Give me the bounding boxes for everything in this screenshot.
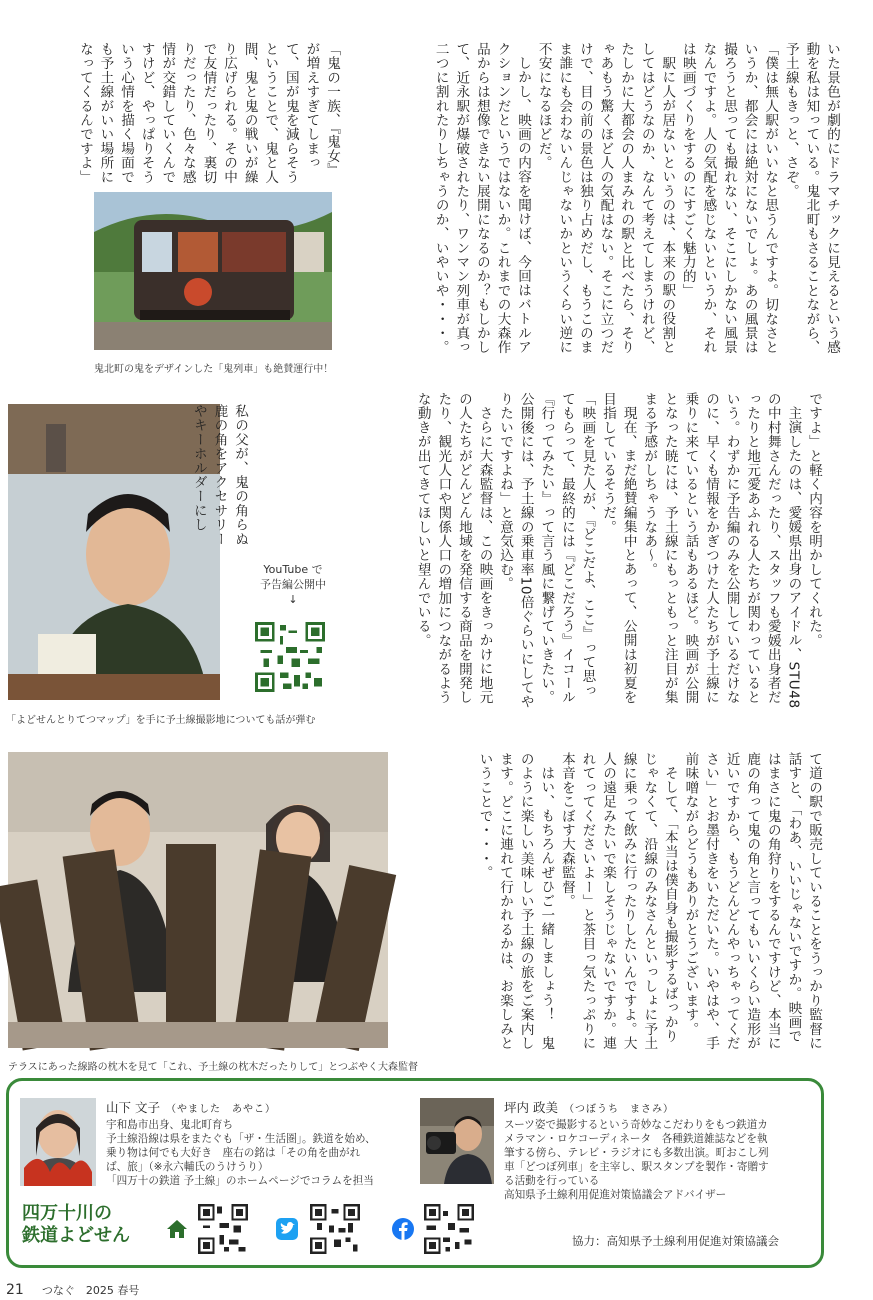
article-paragraph: はい、もちろんぜひご一緒しましょう！ 鬼のように楽しい美味しい予土線の旅をご案内します。どこに連れて行かれるかは、お楽しみということで・・・。 xyxy=(476,752,555,1051)
brand-line2: 鉄道よどせん xyxy=(22,1225,130,1246)
brand-title xyxy=(22,1203,152,1247)
article-paragraph: さらに大森監督は、この映画をきっかけに地元の人たちがどんどん地域を発信する商品を開発したり、観光人口や関係人口の増加につながるような動きが出てきてほしいと望んでいる。 xyxy=(414,392,493,705)
yamashita-bio-line: 「四万十の鉄道 予土線」のホームページでコラムを担当 xyxy=(106,1175,374,1187)
youtube-qr-code[interactable] xyxy=(255,622,325,692)
train-photo-caption: 鬼北町の鬼をデザインした「鬼列車」も絶賛運行中！ xyxy=(94,364,334,375)
yamashita-bio-line: ば、旅」（※永六輔氏のうけうり） xyxy=(106,1161,269,1173)
cooperation-credit: 協力：高知県予土線利用促進対策協議会 xyxy=(572,1234,779,1248)
article-column-middle xyxy=(252,392,824,710)
twitter-qr-code[interactable] xyxy=(310,1204,360,1254)
article-paragraph: 「僕は無人駅がいいなと思うんですよ。切なさというか、都会には絶対にないでしょ。あの風景は撮ろうと思っても撮れない、そこにしかない風景なんですよ。人の気配を感じないというか、それは映画づくりをするのにすごく魅力的」 xyxy=(679,42,779,355)
twitter-icon[interactable] xyxy=(276,1218,298,1240)
youtube-line1: YouTube で xyxy=(263,563,323,576)
terrace-photo xyxy=(8,752,388,1048)
train-photo xyxy=(94,192,332,350)
home-icon[interactable] xyxy=(166,1218,188,1240)
yamashita-bio-line: 宇和島市出身、鬼北町育ち xyxy=(106,1119,234,1131)
youtube-trailer-note xyxy=(248,562,338,607)
article-paragraph: 駅に人が居ないというのは、本来の駅の役割としてはどうなのか、なんて考えてしまうけれど、たしかに大都会の人まみれの駅と比べたら、そりゃあもう驚くほど人の気配はない。そこに立つだけで、目の前の景色は独り占めだし、もうこのまま誰にも会わないんじゃないかというくらい逆に不安になるほどだ。 xyxy=(535,42,676,355)
brand-line1: 四万十川の xyxy=(22,1203,112,1224)
page-number: 21 xyxy=(6,1282,24,1298)
tsubouchi-name xyxy=(504,1098,674,1116)
home-qr-code[interactable] xyxy=(198,1204,248,1254)
article-paragraph: 私の父が、鬼の角らぬ鹿の角をアクセサリーやキーホルダーにし xyxy=(190,404,248,546)
youtube-line2: 予告編公開中 xyxy=(260,578,326,591)
terrace-photo-caption: テラスにあった線路の枕木を見て「これ、予土線の枕木だったりして」とつぶやく大森監督 xyxy=(8,1062,418,1073)
article-paragraph: 「映画を見た人が、『どこだよ、ここ』って思ってもらって、最終的には『どこだろう』イコール『行ってみたい』って言う風に繋げていきたい。公開後には、予土線の乗車率10倍ぐらいにしてやりたいですよね」と意気込む。 xyxy=(497,392,596,709)
article-paragraph: いた景色が劇的にドラマチックに見えるという感動を私は知っている。鬼北町もさることながら、予土線もきっと、さぞ。 xyxy=(782,42,840,355)
yamashita-name-text: 山下 文子 xyxy=(106,1100,160,1115)
yamashita-bio-line: 予土線沿線は県をまたぐも「ザ・生活圏」。鉄道を始め、 xyxy=(106,1133,376,1145)
article-column-top-left xyxy=(6,42,342,187)
article-column-bottom xyxy=(400,752,824,1052)
article-paragraph: そして、「本当は僕自身も撮影するばっかりじゃなくて、沿線のみなさんといっしょに予土線に乗って飲みに行ったりしたいんですよ。大人の遠足みたいで楽しそうじゃないですか。連れてってくださいよー」と茶目っ気たっぷりに本音をこぼす大森監督。 xyxy=(558,752,678,1051)
article-paragraph: ですよ」と軽く内容を明かしてくれた。 xyxy=(806,392,822,648)
article-paragraph: しかし、映画の内容を聞けば、今回はバトルアクションだというではないか。これまでの大森作品からは想像できない展開になるのか？もしかして、近永駅が爆破されたり、ワンマン列車が真っ二つに割れたりしちゃうのか、いやいや・・・。 xyxy=(432,42,532,355)
down-arrow-icon: ↓ xyxy=(288,593,298,606)
article-column-top xyxy=(342,42,842,358)
director-photo-caption: 「よどせんとりてつマップ」を手に予土線撮影地についても話が弾む xyxy=(6,715,316,726)
tsubouchi-name-text: 坪内 政美 xyxy=(504,1100,558,1115)
article-paragraph: 主演したのは、愛媛県出身のアイドル、STU48の中村舞さんだったり、スタッフも愛媛出身者だったりと地元愛あふれる人たちが関わっているという。わずかに予告編のみを公開しているだけなのに、早くも情報をかぎつけた人たちが予土線に乗りに来ているという話もあるほど。映画が公開となった暁には、予土線にもっともっと注目が集まる予感がしちゃうなあ〜。 xyxy=(641,392,802,709)
yamashita-bio-line: 乗り物は何でも大好き 座右の銘は「その角を曲がれ xyxy=(106,1147,361,1159)
facebook-qr-code[interactable] xyxy=(424,1204,474,1254)
page-footer xyxy=(6,1282,139,1298)
tsubouchi-bio-line: 筆する傍ら、テレビ・ラジオにも多数出演。町おこし列 xyxy=(504,1147,769,1159)
facebook-icon[interactable] xyxy=(392,1218,414,1240)
tsubouchi-bio-line: メラマン・ロケコーディネータ 各種鉄道雑誌などを執 xyxy=(504,1133,768,1145)
tsubouchi-name-kana: （つぼうち まさみ） xyxy=(563,1104,674,1115)
yamashita-bio xyxy=(106,1118,406,1188)
tsubouchi-bio-line: る活動を行っている xyxy=(504,1175,600,1187)
tsubouchi-bio-line: 車「どつぼ列車」を主宰し、駅スタンプを製作・寄贈す xyxy=(504,1161,769,1173)
tsubouchi-photo xyxy=(420,1098,494,1184)
publication-title: つなぐ 2025 春号 xyxy=(41,1284,140,1297)
yamashita-name-kana: （やました あやこ） xyxy=(165,1104,276,1115)
article-paragraph: 現在、まだ絶賛編集中とあって、公開は初夏を目指しているそうだ。 xyxy=(600,392,637,704)
article-paragraph: て道の駅で販売していることをうっかり監督に話すと、「わあ、いいじゃないですか。映画ではまさに鬼の角狩りをするんですけど、本当に鹿の角って鬼の角と言ってもいいくらい造形が近いですから、もうどんどんやっちゃってください」とお墨付きをいただいた。いやはや、手前味噌ながらどうもありがとうございます。 xyxy=(682,752,822,1051)
tsubouchi-bio-line: スーツ姿で撮影するという奇妙なこだわりをもつ鉄道カ xyxy=(504,1119,768,1131)
article-paragraph: 「鬼の一族、『鬼女』が増えすぎてしまって、国が鬼を減らそうということで、鬼と人間、鬼と鬼の戦いが繰り広げられる。その中で友情だったり、裏切りだったり、色々な感情が交錯していくんですけど、やっぱりそういう心情を描く場面でも予土線がいい場所になってくるんですよ」 xyxy=(76,42,340,184)
tsubouchi-bio-line: 高知県予土線利用促進対策協議会アドバイザー xyxy=(504,1189,727,1201)
yamashita-photo xyxy=(20,1098,96,1186)
tsubouchi-bio xyxy=(504,1118,804,1202)
yamashita-name xyxy=(106,1098,276,1116)
article-column-middle-left xyxy=(190,404,250,554)
